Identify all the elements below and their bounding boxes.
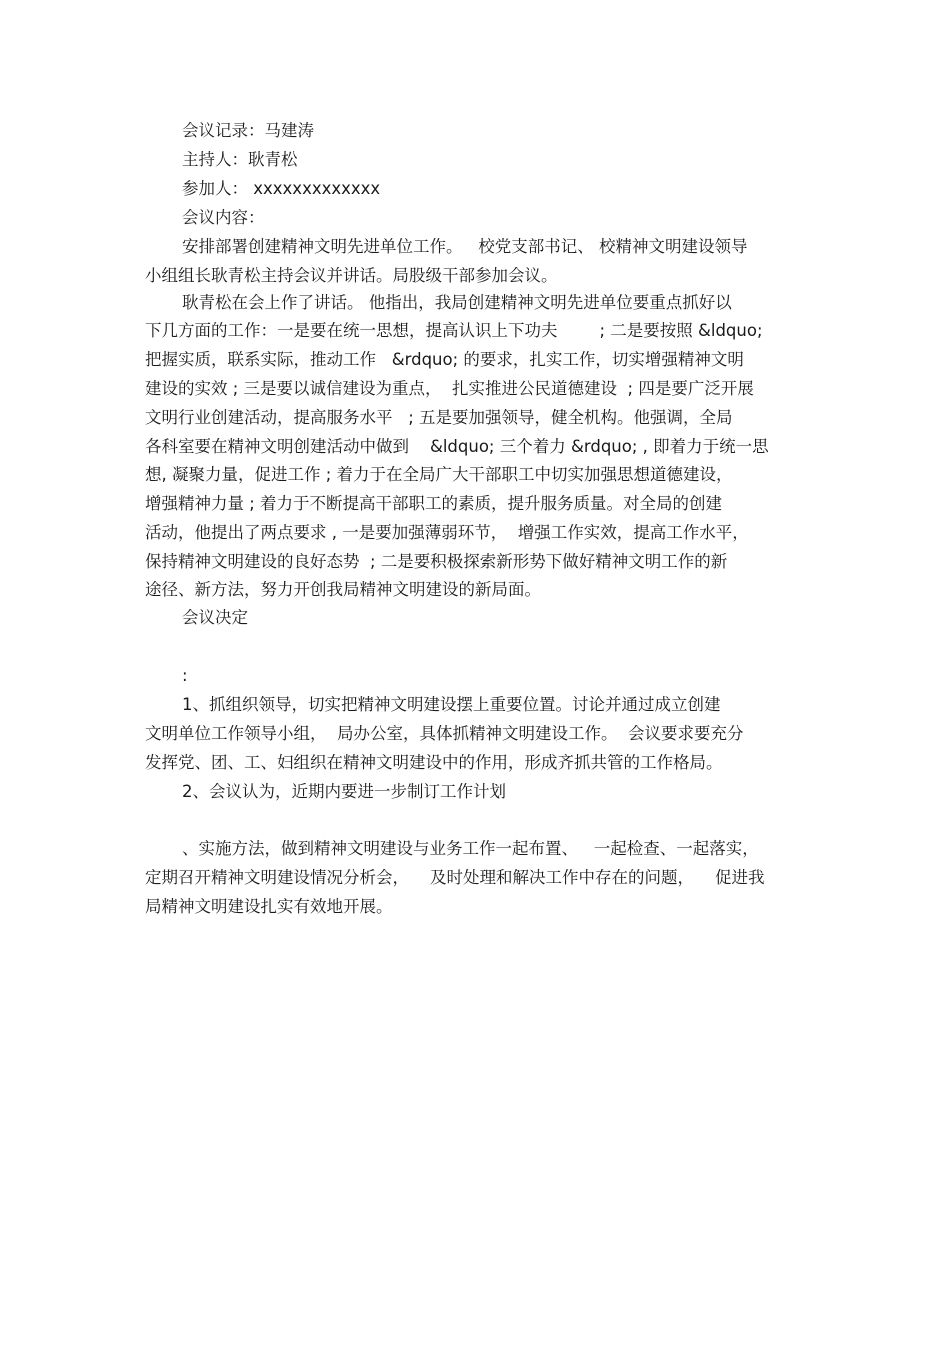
meeting-attendees: 参加人： xxxxxxxxxxxxx xyxy=(182,179,381,198)
paragraph-line: 耿青松在会上作了讲话。 他指出，我局创建精神文明先进单位要重点抓好以 xyxy=(182,293,732,312)
paragraph-line: 小组组长耿青松主持会议并讲话。局股级干部参加会议。 xyxy=(145,266,558,285)
decision-item-line: 文明单位工作领导小组， 局办公室，具体抓精神文明建设工作。 会议要求要充分 xyxy=(145,724,744,743)
meeting-recorder: 会议记录：马建涛 xyxy=(182,121,314,140)
paragraph-line: 各科室要在精神文明创建活动中做到 &ldquo; 三个着力 &rdquo; , 即着力于统一思 xyxy=(145,437,769,456)
paragraph-line: 建设的实效 ; 三是要以诚信建设为重点， 扎实推进公民道德建设 ; 四是要广泛开展 xyxy=(145,379,754,398)
decision-item-line: 局精神文明建设扎实有效地开展。 xyxy=(145,897,393,916)
decision-item-line: 发挥党、团、工、妇组织在精神文明建设中的作用，形成齐抓共管的工作格局。 xyxy=(145,753,723,772)
decision-item-line: 定期召开精神文明建设情况分析会， 及时处理和解决工作中存在的问题， 促进我 xyxy=(145,868,765,887)
meeting-content-label: 会议内容： xyxy=(182,208,265,227)
paragraph-line: 想, 凝聚力量，促进工作 ; 着力于在全局广大干部职工中切实加强思想道德建设， xyxy=(145,465,733,484)
paragraph-line: 增强精神力量 ; 着力于不断提高干部职工的素质，提升服务质量。对全局的创建 xyxy=(145,494,723,513)
decision-item-line: 、实施方法，做到精神文明建设与业务工作一起布置、 一起检查、一起落实， xyxy=(182,839,759,858)
decision-label: 会议决定 xyxy=(182,608,248,627)
paragraph-line: 把握实质，联系实际，推动工作 &rdquo; 的要求，扎实工作，切实增强精神文明 xyxy=(145,350,744,369)
paragraph-line: 下几方面的工作：一是要在统一思想，提高认识上下功夫 ; 二是要按照 &ldquo; xyxy=(145,321,763,340)
paragraph-line: 保持精神文明建设的良好态势 ; 二是要积极探索新形势下做好精神文明工作的新 xyxy=(145,552,728,571)
paragraph-line: 文明行业创建活动，提高服务水平 ; 五是要加强领导，健全机构。他强调，全局 xyxy=(145,408,733,427)
paragraph-line: 安排部署创建精神文明先进单位工作。 校党支部书记、 校精神文明建设领导 xyxy=(182,237,748,256)
decision-colon: : xyxy=(182,666,188,685)
paragraph-line: 途径、新方法，努力开创我局精神文明建设的新局面。 xyxy=(145,580,541,599)
meeting-host: 主持人：耿青松 xyxy=(182,150,298,169)
paragraph-line: 活动，他提出了两点要求 , 一是要加强薄弱环节， 增强工作实效，提高工作水平， xyxy=(145,523,749,542)
decision-item-line: 2、会议认为，近期内要进一步制订工作计划 xyxy=(182,782,506,801)
decision-item-line: 1、抓组织领导，切实把精神文明建设摆上重要位置。讨论并通过成立创建 xyxy=(182,695,721,714)
